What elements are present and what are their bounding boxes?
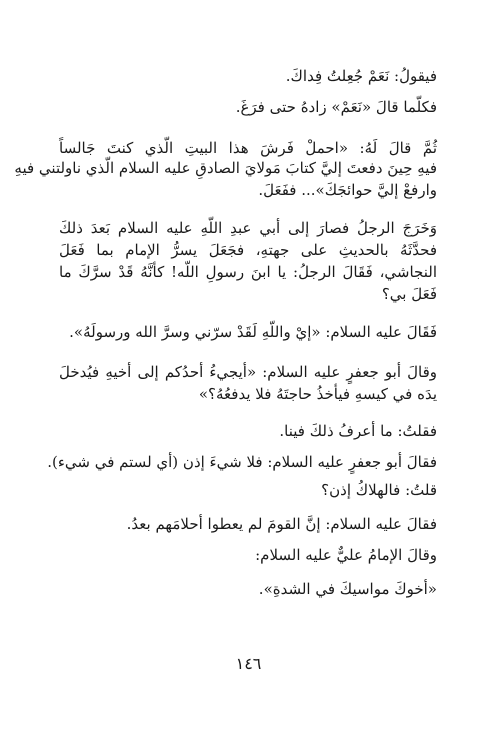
text-line: فَعَلَ بي؟	[381, 285, 437, 303]
text-line: النجاشي، فَقَالَ الرجلُ: يا ابنَ رسولِ اللّه! كأنَّهُ قَدْ سرَّكَ ما	[59, 263, 437, 281]
text-line: فيهِ حِينَ دفعتَ إليَّ كتابَ مَولايَ الصادقِ عليه السلام الّذي ناولتني فيهِ	[14, 159, 437, 177]
text-line: وارفعْ إليَّ حوائجَكَ»... ففَعَلَ.	[258, 181, 437, 199]
text-line: فقالَ أبو جعفرٍ عليه السلام: فلا شيءَ إذن (أي لستم في شيء).	[47, 453, 437, 471]
text-line: فكلّما قالَ «نَعَمْ» زادهُ حتى فرَغَ.	[235, 98, 437, 116]
page-number: ١٤٦	[235, 654, 262, 673]
text-line: فحدَّثَهُ بالحديثِ على جهتهِ، فجَعَلَ يسرُّ الإمام بما فَعَلَ	[59, 241, 437, 259]
text-line: قلتُ: فالهلاكُ إذن؟	[321, 481, 437, 499]
text-line: وقالَ الإمامُ عليٌّ عليه السلام:	[255, 546, 437, 564]
text-line: ثُمَّ قالَ لَهُ: «احملْ فَرشَ هذا البيتِ الّذي كنتَ جَالساً	[59, 139, 437, 157]
text-line: وقالَ أبو جعفرٍ عليه السلام: «أيجيءُ أحدُكم إلى أخيهِ فيُدخلَ	[59, 363, 437, 381]
text-line: فقالَ عليه السلام: إنَّ القومَ لم يعطوا أحلامَهم بعدُ.	[126, 515, 437, 533]
text-line: «أخوكَ مواسيكَ في الشدةِ».	[258, 580, 437, 598]
text-line: فيقولُ: نَعَمْ جُعِلتُ فِداكَ.	[285, 67, 437, 85]
text-line: يدَه في كيسهِ فيأخذُ حاجتَهُ فلا يدفعُهُ؟»	[198, 385, 437, 403]
text-line: وَخَرَجَ الرجلُ فصارَ إلى أبي عبدِ اللّهِ عليه السلام بَعدَ ذلكَ	[59, 219, 437, 237]
text-line: فَقَالَ عليه السلام: «إيْ واللّهِ لَقَدْ سرّني وسرَّ الله ورسولَهُ».	[69, 323, 437, 341]
text-line: فقلتُ: ما أعرفُ ذلكَ فينا.	[279, 422, 437, 440]
